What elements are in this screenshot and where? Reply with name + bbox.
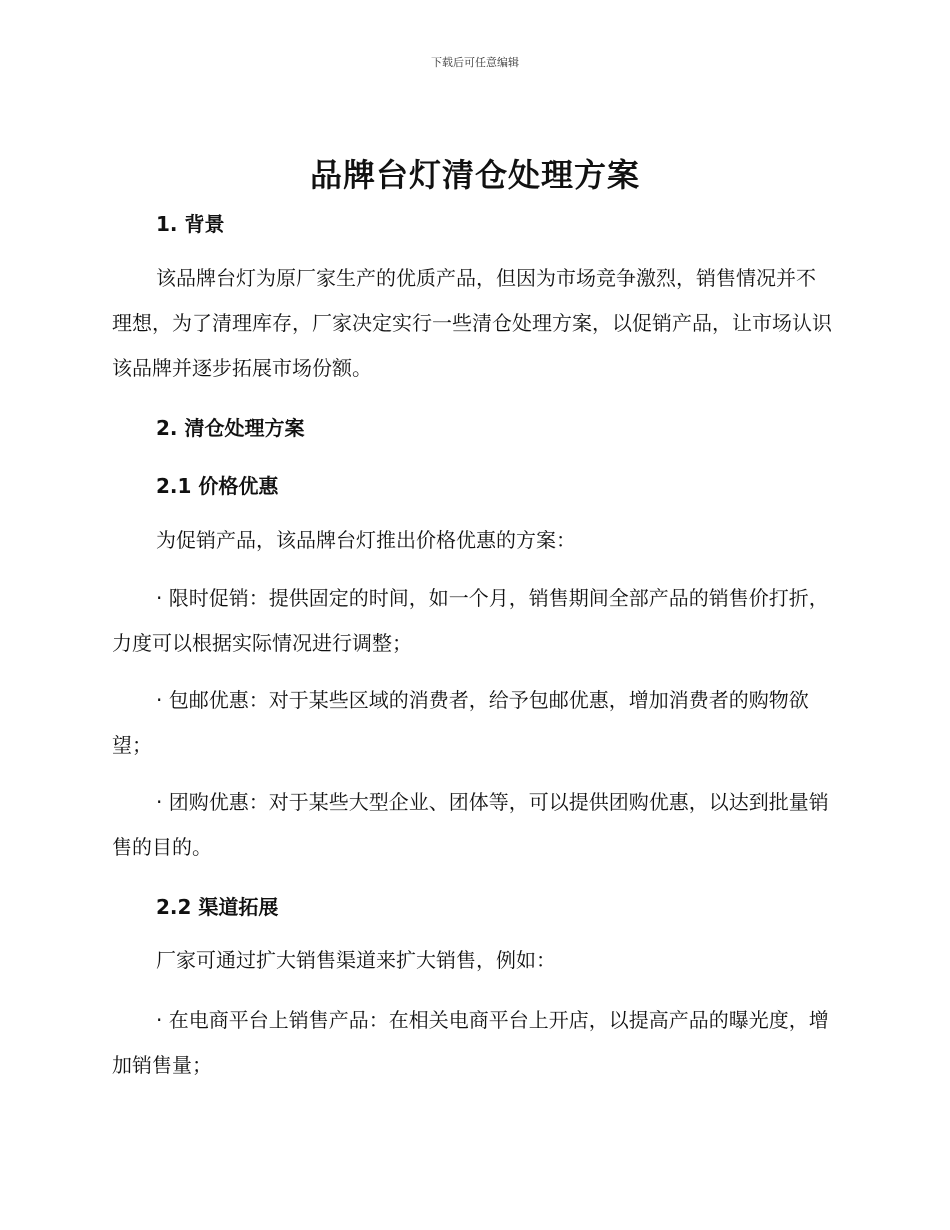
list-item-ecommerce-sales: · 在电商平台上销售产品：在相关电商平台上开店，以提高产品的曝光度，增加销售量； <box>112 1008 829 1077</box>
paragraph-price-intro: 为促销产品，该品牌台灯推出价格优惠的方案： <box>156 528 576 552</box>
list-item-limited-time-sale: · 限时促销：提供固定的时间，如一个月，销售期间全部产品的销售价打折，力度可以根据实际情况进行调整； <box>112 586 829 655</box>
paragraph-background: 该品牌台灯为原厂家生产的优质产品，但因为市场竞争激烈，销售情况并不理想，为了清理库存，厂家决定实行一些清仓处理方案，以促销产品，让市场认识该品牌并逐步拓展市场份额。 <box>112 266 832 380</box>
header-note: 下载后可任意编辑 <box>431 56 519 69</box>
paragraph-channel-intro: 厂家可通过扩大销售渠道来扩大销售，例如： <box>156 948 556 972</box>
heading-clearance-plan: 2. 清仓处理方案 <box>156 416 305 440</box>
heading-price-discount: 2.1 价格优惠 <box>156 474 279 498</box>
list-item-free-shipping: · 包邮优惠：对于某些区域的消费者，给予包邮优惠，增加消费者的购物欲望； <box>112 688 809 757</box>
heading-channel-expansion: 2.2 渠道拓展 <box>156 895 279 919</box>
document-title: 品牌台灯清仓处理方案 <box>309 156 640 194</box>
list-item-group-purchase: · 团购优惠：对于某些大型企业、团体等，可以提供团购优惠，以达到批量销售的目的。 <box>112 790 829 859</box>
heading-background: 1. 背景 <box>156 212 225 236</box>
